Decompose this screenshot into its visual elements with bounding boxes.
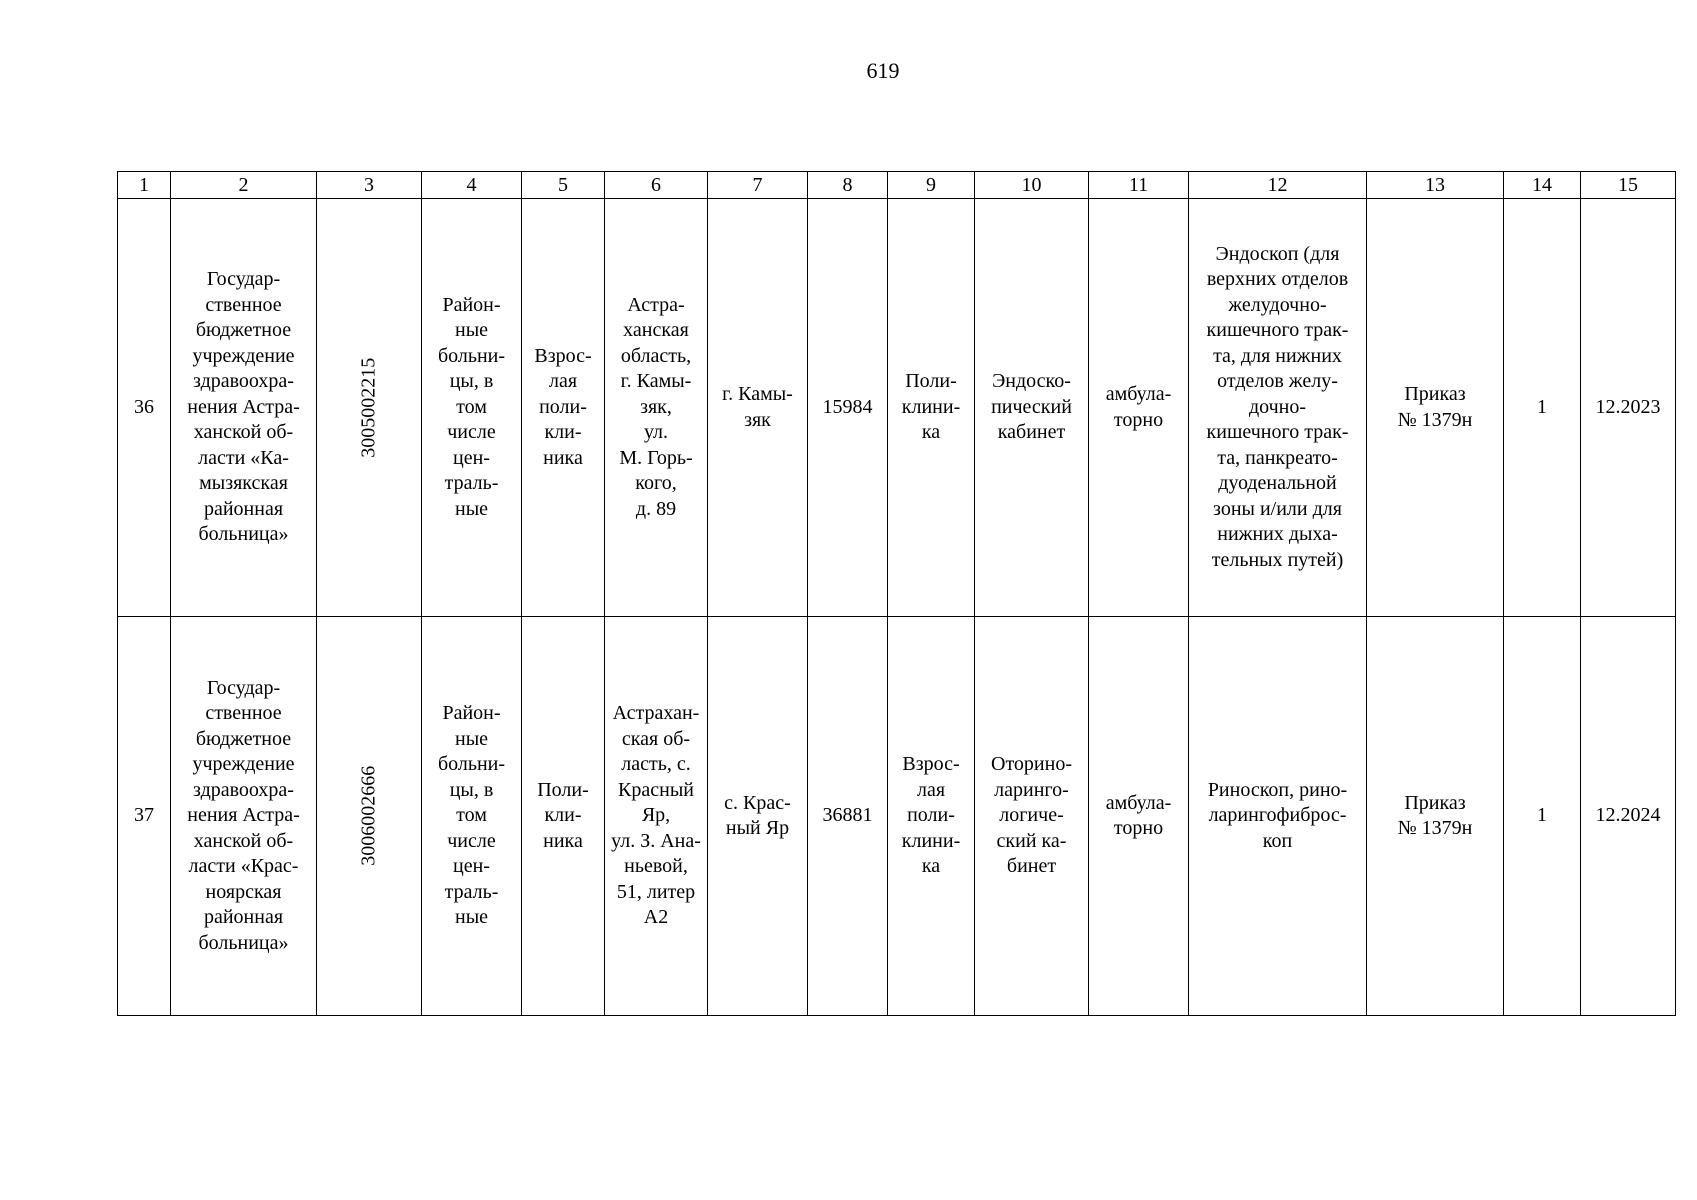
- table-header-row: [118, 172, 1676, 199]
- order-reference: Приказ № 1379н: [1367, 617, 1504, 1016]
- column-header: 2: [171, 172, 317, 199]
- deadline: 12.2024: [1581, 617, 1676, 1016]
- cabinet: Оторино- ларинго- логиче- ский ка- бинет: [975, 617, 1089, 1016]
- population: 36881: [808, 617, 888, 1016]
- locality: г. Камы- зяк: [708, 199, 808, 617]
- institution-name: Государ- ственное бюджетное учреждение здравоохра- нения Астра- ханской об- ласти «Крас- ноярская районная больница»: [171, 617, 317, 1016]
- address: Астра- ханская область, г. Камы- зяк, ул. М. Горь- кого, д. 89: [605, 199, 708, 617]
- column-header: 8: [808, 172, 888, 199]
- column-header: 5: [522, 172, 605, 199]
- page-number: 619: [866, 58, 900, 83]
- locality: с. Крас- ный Яр: [708, 617, 808, 1016]
- column-header: 6: [605, 172, 708, 199]
- care-conditions: амбула- торно: [1089, 617, 1189, 1016]
- deadline: 12.2023: [1581, 199, 1676, 617]
- population: 15984: [808, 199, 888, 617]
- row-number: 36: [118, 199, 171, 617]
- column-header: 1: [118, 172, 171, 199]
- care-conditions: амбула- торно: [1089, 199, 1189, 617]
- equipment: Эндоскоп (для верхних отделов желудочно- кишечного трак- та, для нижних отделов желу- дочно- кишечного трак- та, панкреато- дуоденальной зоны и/или для нижних дыха- тельных путей): [1189, 199, 1367, 617]
- department: Поли- клини- ка: [888, 199, 975, 617]
- institution-code: 3006002666: [357, 766, 380, 866]
- row-number: 37: [118, 617, 171, 1016]
- table-row: [118, 617, 1676, 1016]
- unit-type: Поли- кли- ника: [522, 617, 605, 1016]
- column-header: 11: [1089, 172, 1189, 199]
- institution-name: Государ- ственное бюджетное учреждение здравоохра- нения Астра- ханской об- ласти «Ка- мызякская районная больница»: [171, 199, 317, 617]
- unit-type: Взрос- лая поли- кли- ника: [522, 199, 605, 617]
- institution-code: 3005002215: [357, 357, 380, 458]
- column-header: 4: [422, 172, 522, 199]
- institution-code-cell: [317, 617, 422, 1016]
- equipment: Риноскоп, рино- ларингофиброс- коп: [1189, 617, 1367, 1016]
- column-header: 9: [888, 172, 975, 199]
- order-reference: Приказ № 1379н: [1367, 199, 1504, 617]
- cabinet: Эндоско- пический кабинет: [975, 199, 1089, 617]
- quantity: 1: [1504, 617, 1581, 1016]
- department: Взрос- лая поли- клини- ка: [888, 617, 975, 1016]
- data-table: [117, 171, 1676, 1016]
- hospital-type: Район- ные больни- цы, в том числе цен- траль- ные: [422, 199, 522, 617]
- column-header: 10: [975, 172, 1089, 199]
- column-header: 14: [1504, 172, 1581, 199]
- column-header: 3: [317, 172, 422, 199]
- column-header: 13: [1367, 172, 1504, 199]
- column-header: 15: [1581, 172, 1676, 199]
- column-header: 7: [708, 172, 808, 199]
- hospital-type: Район- ные больни- цы, в том числе цен- траль- ные: [422, 617, 522, 1016]
- table-row: [118, 199, 1676, 617]
- institution-code-cell: [317, 199, 422, 617]
- quantity: 1: [1504, 199, 1581, 617]
- address: Астрахан- ская об- ласть, с. Красный Яр, ул. З. Ана- ньевой, 51, литер А2: [605, 617, 708, 1016]
- column-header: 12: [1189, 172, 1367, 199]
